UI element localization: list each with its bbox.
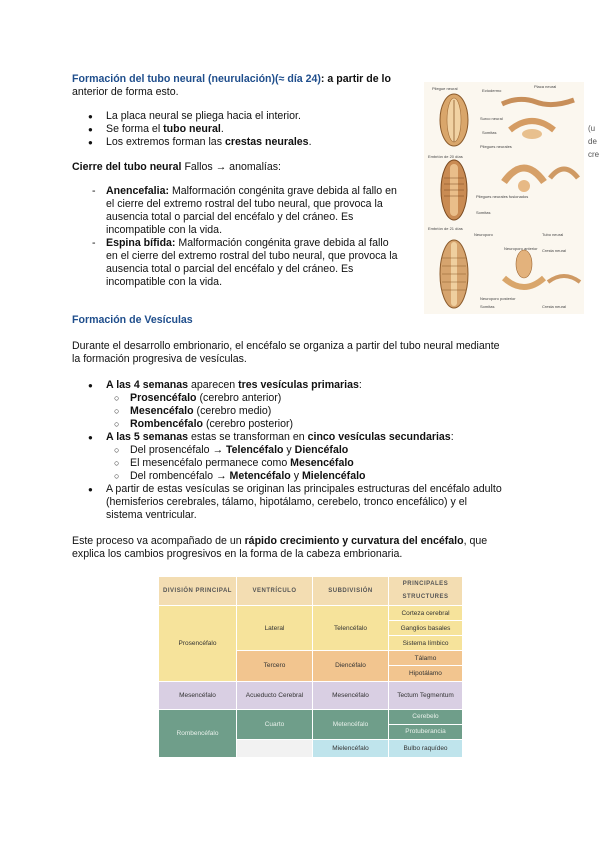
- figure-label: Cresta neural: [542, 304, 567, 309]
- table-row: [159, 681, 463, 709]
- tube-title-line2: anterior de forma esto.: [72, 86, 179, 98]
- list-item: ○ Rombencéfalo (cerebro posterior): [72, 418, 542, 431]
- cropped-side-text: (u de cre: [588, 124, 600, 159]
- list-item: ● A las 4 semanas aparecen tres vesículas primarias:: [72, 379, 542, 392]
- list-item: ○ Prosencéfalo (cerebro anterior): [72, 392, 542, 405]
- table-cell: Mielencéfalo: [313, 739, 389, 757]
- figure-label: Pliegue neural: [432, 86, 458, 91]
- vesicles-section: [72, 314, 542, 561]
- tube-bullets: [72, 110, 412, 149]
- closure-section: [72, 161, 417, 289]
- table-cell: Cerebelo: [389, 709, 463, 724]
- table-header-row: [159, 577, 463, 606]
- table-cell: Hipotálamo: [389, 666, 463, 681]
- figure-label: Embrión de 21 días: [428, 226, 463, 231]
- table-cell: Protuberancia: [389, 724, 463, 739]
- list-item: - Espina bífida: Malformación congénita grave debida al fallo en el cierre del extremo rostral del tubo neural, que provoca la ausencia total o parcial del encéfalo y del cráneo. Es incompatible con la vida.: [72, 237, 417, 289]
- table-row: [159, 709, 463, 724]
- vesicles-list-3: [72, 483, 542, 522]
- table-row: [159, 606, 463, 621]
- table-cell: Rombencéfalo: [159, 709, 237, 757]
- figure-label: Cresta neural: [542, 248, 567, 253]
- figure-label: Surco neural: [480, 116, 503, 121]
- primary-vesicles-list: [72, 392, 542, 431]
- figure-label: Neuroporo: [474, 232, 493, 237]
- table-header: PRINCIPALES STRUCTURES: [389, 577, 463, 606]
- table-header: VENTRÍCULO: [237, 577, 313, 606]
- list-item: ○ Del rombencéfalo → Metencéfalo y Mielencéfalo: [72, 470, 542, 483]
- figure-label: Somitas: [482, 130, 497, 135]
- closure-title: Cierre del tubo neural Fallos → anomalías:: [72, 161, 282, 173]
- table-cell: Acueducto Cerebral: [237, 681, 313, 709]
- secondary-vesicles-list: [72, 444, 542, 483]
- table-cell: Prosencéfalo: [159, 606, 237, 681]
- tube-title-colon: : a partir de lo: [320, 73, 391, 85]
- list-item: ○ Del prosencéfalo → Telencéfalo y Diencéfalo: [72, 444, 542, 457]
- figure-label: Somitas: [480, 304, 495, 309]
- list-item: ● La placa neural se pliega hacia el interior.: [72, 110, 412, 123]
- figure-label: Ectodermo: [482, 88, 502, 93]
- table-cell: Bulbo raquídeo: [389, 739, 463, 757]
- figure-label: Placa neural: [534, 84, 557, 89]
- figure-label: Tubo neural: [542, 232, 564, 237]
- list-item: ● A las 5 semanas estas se transforman en cinco vesículas secundarias:: [72, 431, 542, 444]
- list-item: ● Los extremos forman las crestas neurales.: [72, 136, 412, 149]
- figure-label: Pliegues neurales: [480, 144, 512, 149]
- figure-label: Somitas: [476, 210, 491, 215]
- figure-label: Embrión de 20 días: [428, 154, 463, 159]
- vesicles-intro: Durante el desarrollo embrionario, el encéfalo se organiza a partir del tubo neural mediante la formación progresiva de vesículas.: [72, 340, 500, 365]
- figure-label: Neuroporo anterior: [504, 246, 538, 251]
- table-cell: Ganglios basales: [389, 621, 463, 636]
- table-header: SUBDIVISIÓN: [313, 577, 389, 606]
- vesicles-heading: Formación de Vesículas: [72, 314, 193, 326]
- table-cell: Tectum Tegmentum: [389, 681, 463, 709]
- list-item: ● Se forma el tubo neural.: [72, 123, 412, 136]
- figure-label: Pliegues neurales fusionados: [476, 194, 529, 199]
- table-cell: Sistema límbico: [389, 636, 463, 651]
- tube-section: [72, 73, 412, 149]
- vesicles-list-2: [72, 431, 542, 444]
- table-cell: Lateral: [237, 606, 313, 651]
- table-cell: Cuarto: [237, 709, 313, 739]
- list-item: ○ El mesencéfalo permanece como Mesencéfalo: [72, 457, 542, 470]
- table-cell: Telencéfalo: [313, 606, 389, 651]
- table-cell: Tálamo: [389, 651, 463, 666]
- table-cell: Tercero: [237, 651, 313, 681]
- table-cell: [237, 739, 313, 757]
- neurulation-figure: [424, 82, 584, 314]
- brain-divisions-table: [158, 576, 463, 758]
- tube-title: [72, 73, 412, 86]
- tube-title-blue: Formación del tubo neural (neurulación)(≈ día 24): [72, 73, 321, 85]
- table-cell: Diencéfalo: [313, 651, 389, 681]
- table-cell: Mesencéfalo: [313, 681, 389, 709]
- list-item: - Anencefalia: Malformación congénita grave debida al fallo en el cierre del extremo rostral del tubo neural, que provoca la ausencia total o parcial del encéfalo y del cráneo. Es incompatible con la vida.: [72, 185, 417, 237]
- table-header: DIVISIÓN PRINCIPAL: [159, 577, 237, 606]
- table-cell: Mesencéfalo: [159, 681, 237, 709]
- table-cell: Corteza cerebral: [389, 606, 463, 621]
- list-item: ○ Mesencéfalo (cerebro medio): [72, 405, 542, 418]
- closure-list: [72, 185, 417, 289]
- vesicles-list: [72, 379, 542, 392]
- list-item: ● A partir de estas vesículas se originan las principales estructuras del encéfalo adulto (hemisferios cerebrales, tálamo, hipotálamo, cerebelo, tronco encefálico) y el sistema ventricular.: [72, 483, 542, 522]
- closing-paragraph: Este proceso va acompañado de un rápido crecimiento y curvatura del encéfalo, que explica los cambios progresivos en la forma de la cabeza embrionaria.: [72, 535, 488, 560]
- figure-label: Neuroporo posterior: [480, 296, 516, 301]
- table-cell: Metencéfalo: [313, 709, 389, 739]
